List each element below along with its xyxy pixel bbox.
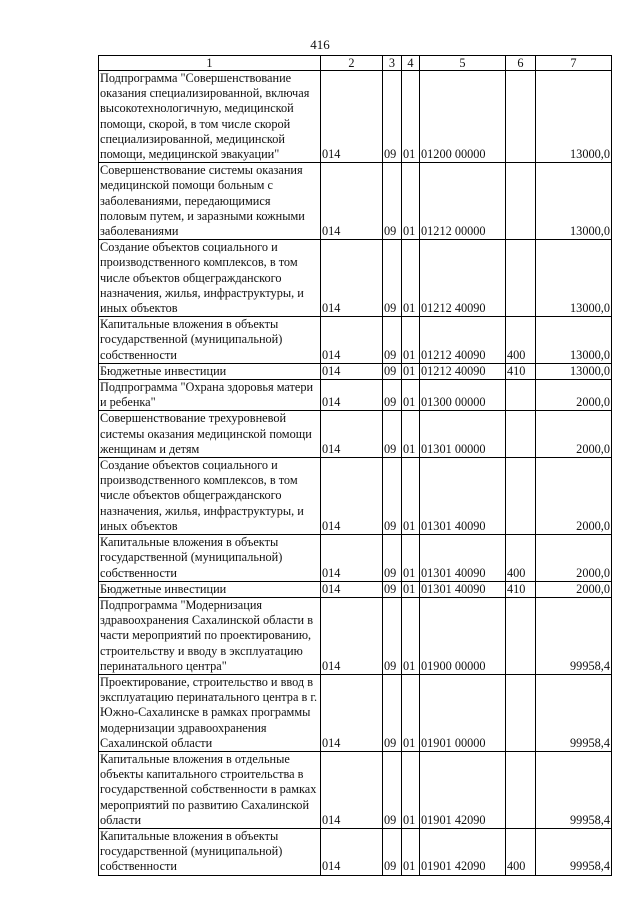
table-row <box>99 363 612 379</box>
amount: 2000,0 <box>536 581 612 597</box>
expense-type-code <box>506 597 536 674</box>
section-code: 09 <box>383 458 402 535</box>
subsection-code: 01 <box>402 597 420 674</box>
column-header-3: 3 <box>383 56 402 71</box>
row-name: Капитальные вложения в объекты государственной (муниципальной) собственности <box>99 317 321 364</box>
table-row <box>99 828 612 875</box>
section-code: 09 <box>383 535 402 582</box>
target-code: 01901 42090 <box>420 751 506 828</box>
row-name: Подпрограмма "Модернизация здравоохранения Сахалинской области в части мероприятий по проектированию, строительству и вводу в эксплуатацию перинатального центра" <box>99 597 321 674</box>
table-row <box>99 674 612 751</box>
row-name: Подпрограмма "Охрана здоровья матери и ребенка" <box>99 380 321 411</box>
table-row <box>99 751 612 828</box>
section-code: 09 <box>383 363 402 379</box>
ministry-code: 014 <box>321 411 383 458</box>
expense-type-code: 410 <box>506 581 536 597</box>
row-name: Совершенствование системы оказания медицинской помощи больным с заболеваниями, передающимися половым путем, и заразными кожными заболеваниями <box>99 163 321 240</box>
subsection-code: 01 <box>402 363 420 379</box>
table-row <box>99 240 612 317</box>
subsection-code: 01 <box>402 380 420 411</box>
ministry-code: 014 <box>321 317 383 364</box>
expense-type-code <box>506 71 536 163</box>
target-code: 01900 00000 <box>420 597 506 674</box>
row-name: Подпрограмма "Совершенствование оказания специализированной, включая высокотехнологичную, медицинской помощи, скорой, в том числе скорой специализированной, медицинской помощи, медицинской эвакуации" <box>99 71 321 163</box>
column-header-1: 1 <box>99 56 321 71</box>
amount: 99958,4 <box>536 597 612 674</box>
expense-type-code: 400 <box>506 828 536 875</box>
expense-type-code: 410 <box>506 363 536 379</box>
target-code: 01301 40090 <box>420 458 506 535</box>
table-row <box>99 597 612 674</box>
ministry-code: 014 <box>321 581 383 597</box>
table-row <box>99 535 612 582</box>
subsection-code: 01 <box>402 751 420 828</box>
ministry-code: 014 <box>321 163 383 240</box>
table-row <box>99 411 612 458</box>
target-code: 01901 42090 <box>420 828 506 875</box>
amount: 13000,0 <box>536 363 612 379</box>
target-code: 01212 40090 <box>420 317 506 364</box>
subsection-code: 01 <box>402 317 420 364</box>
expense-type-code <box>506 240 536 317</box>
table-row <box>99 380 612 411</box>
subsection-code: 01 <box>402 411 420 458</box>
header-row <box>99 56 612 71</box>
table-header <box>99 56 612 71</box>
subsection-code: 01 <box>402 163 420 240</box>
page-number: 416 <box>310 37 330 52</box>
target-code: 01212 40090 <box>420 363 506 379</box>
target-code: 01301 40090 <box>420 581 506 597</box>
expense-type-code <box>506 411 536 458</box>
section-code: 09 <box>383 597 402 674</box>
amount: 2000,0 <box>536 411 612 458</box>
expense-type-code <box>506 674 536 751</box>
target-code: 01901 00000 <box>420 674 506 751</box>
subsection-code: 01 <box>402 828 420 875</box>
section-code: 09 <box>383 240 402 317</box>
ministry-code: 014 <box>321 363 383 379</box>
subsection-code: 01 <box>402 240 420 317</box>
section-code: 09 <box>383 674 402 751</box>
column-header-7: 7 <box>536 56 612 71</box>
section-code: 09 <box>383 380 402 411</box>
table-row <box>99 163 612 240</box>
amount: 2000,0 <box>536 380 612 411</box>
subsection-code: 01 <box>402 71 420 163</box>
row-name: Создание объектов социального и производственного комплексов, в том числе объектов общегражданского назначения, жилья, инфраструктуры, и иных объектов <box>99 240 321 317</box>
table-row <box>99 581 612 597</box>
section-code: 09 <box>383 581 402 597</box>
amount: 13000,0 <box>536 240 612 317</box>
amount: 2000,0 <box>536 458 612 535</box>
expense-type-code <box>506 751 536 828</box>
ministry-code: 014 <box>321 380 383 411</box>
table-row <box>99 317 612 364</box>
subsection-code: 01 <box>402 674 420 751</box>
expense-type-code: 400 <box>506 535 536 582</box>
target-code: 01212 40090 <box>420 240 506 317</box>
table-body <box>99 71 612 876</box>
column-header-6: 6 <box>506 56 536 71</box>
amount: 13000,0 <box>536 163 612 240</box>
subsection-code: 01 <box>402 581 420 597</box>
row-name: Капитальные вложения в объекты государственной (муниципальной) собственности <box>99 828 321 875</box>
amount: 13000,0 <box>536 71 612 163</box>
row-name: Капитальные вложения в отдельные объекты капитального строительства в государственной собственности в рамках мероприятий по развитию Сахалинской области <box>99 751 321 828</box>
amount: 99958,4 <box>536 828 612 875</box>
amount: 2000,0 <box>536 535 612 582</box>
subsection-code: 01 <box>402 458 420 535</box>
amount: 99958,4 <box>536 751 612 828</box>
row-name: Бюджетные инвестиции <box>99 363 321 379</box>
expense-type-code <box>506 163 536 240</box>
column-header-5: 5 <box>420 56 506 71</box>
table-row <box>99 71 612 163</box>
column-header-2: 2 <box>321 56 383 71</box>
subsection-code: 01 <box>402 535 420 582</box>
row-name: Создание объектов социального и производственного комплексов, в том числе объектов общегражданского назначения, жилья, инфраструктуры, и иных объектов <box>99 458 321 535</box>
row-name: Совершенствование трехуровневой системы оказания медицинской помощи женщинам и детям <box>99 411 321 458</box>
row-name: Капитальные вложения в объекты государственной (муниципальной) собственности <box>99 535 321 582</box>
target-code: 01300 00000 <box>420 380 506 411</box>
section-code: 09 <box>383 411 402 458</box>
row-name: Проектирование, строительство и ввод в эксплуатацию перинатального центра в г. Южно-Сахалинске в рамках программы модернизации здравоохранения Сахалинской области <box>99 674 321 751</box>
ministry-code: 014 <box>321 458 383 535</box>
section-code: 09 <box>383 828 402 875</box>
ministry-code: 014 <box>321 751 383 828</box>
target-code: 01212 00000 <box>420 163 506 240</box>
amount: 13000,0 <box>536 317 612 364</box>
budget-table <box>98 55 612 876</box>
ministry-code: 014 <box>321 240 383 317</box>
expense-type-code <box>506 380 536 411</box>
section-code: 09 <box>383 317 402 364</box>
table-row <box>99 458 612 535</box>
target-code: 01200 00000 <box>420 71 506 163</box>
section-code: 09 <box>383 71 402 163</box>
ministry-code: 014 <box>321 828 383 875</box>
expense-type-code: 400 <box>506 317 536 364</box>
ministry-code: 014 <box>321 597 383 674</box>
row-name: Бюджетные инвестиции <box>99 581 321 597</box>
ministry-code: 014 <box>321 674 383 751</box>
target-code: 01301 00000 <box>420 411 506 458</box>
section-code: 09 <box>383 751 402 828</box>
amount: 99958,4 <box>536 674 612 751</box>
section-code: 09 <box>383 163 402 240</box>
ministry-code: 014 <box>321 535 383 582</box>
column-header-4: 4 <box>402 56 420 71</box>
target-code: 01301 40090 <box>420 535 506 582</box>
ministry-code: 014 <box>321 71 383 163</box>
expense-type-code <box>506 458 536 535</box>
